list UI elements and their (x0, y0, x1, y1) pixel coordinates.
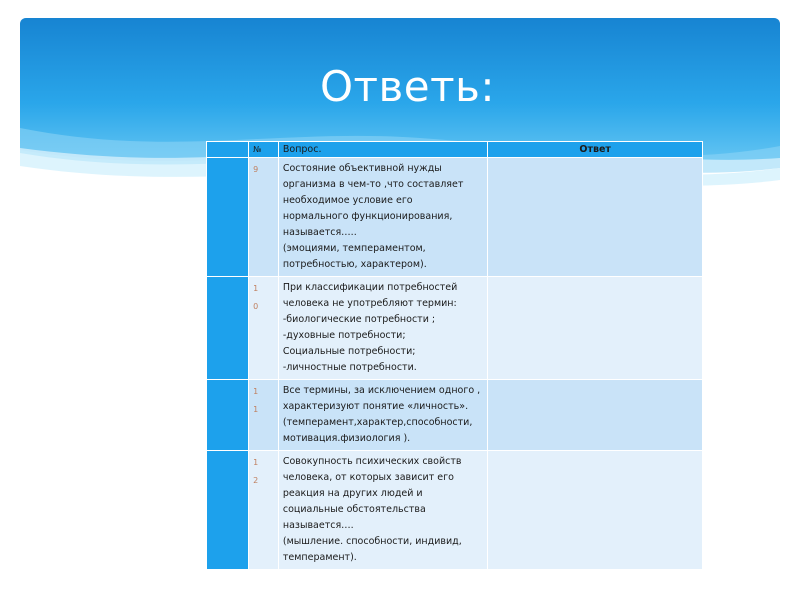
question-line: Все термины, за исключением одного , (282, 385, 481, 396)
header-strip-cell (207, 142, 249, 158)
question-line: -духовные потребности; (282, 330, 406, 341)
question-line: человека не употребляют термин: (282, 298, 457, 309)
table-row (207, 451, 703, 570)
question-line: называется….. (282, 227, 357, 238)
table-header-row (207, 142, 703, 158)
question-line: необходимое условие его (282, 195, 413, 206)
row-number-digit: 1 (253, 405, 259, 414)
row-number (249, 158, 279, 277)
row-strip-cell (207, 451, 249, 570)
question-line: -биологические потребности ; (282, 314, 436, 325)
slide-title: Ответь: (320, 62, 495, 111)
row-number (249, 380, 279, 451)
answer-cell[interactable] (488, 380, 703, 451)
question-line: характеризуют понятие «личность». (282, 401, 469, 412)
question-line: Социальные потребности; (282, 346, 416, 357)
question-line: реакция на других людей и (282, 488, 423, 499)
row-strip-cell (207, 158, 249, 277)
question-line: (темперамент,характер,способности, (282, 417, 473, 428)
question-line: человека, от которых зависит его (282, 472, 454, 483)
question-cell (278, 158, 487, 277)
question-line: Совокупность психических свойств (282, 456, 462, 467)
question-line: социальные обстоятельства (282, 504, 426, 515)
question-cell (278, 451, 487, 570)
table-row (207, 158, 703, 277)
question-line: Состояние объективной нужды (282, 163, 442, 174)
table-row (207, 277, 703, 380)
header-answer: Ответ (488, 142, 703, 158)
row-number-digit: 9 (253, 165, 259, 174)
question-cell (278, 380, 487, 451)
question-line: организма в чем-то ,что составляет (282, 179, 464, 190)
question-line: (эмоциями, темпераментом, (282, 243, 426, 254)
question-line: При классификации потребностей (282, 282, 458, 293)
question-line: темперамент). (282, 552, 357, 563)
row-number-digit: 2 (253, 476, 259, 485)
question-line: (мышление. способности, индивид, (282, 536, 462, 547)
header-number: № (249, 142, 279, 158)
row-number-digit: 1 (253, 387, 259, 396)
questions-table (206, 141, 703, 570)
question-line: -личностные потребности. (282, 362, 417, 373)
row-strip-cell (207, 380, 249, 451)
row-number-digit: 1 (253, 458, 259, 467)
question-line: мотивация.физиология ). (282, 433, 411, 444)
answer-cell[interactable] (488, 451, 703, 570)
answer-cell[interactable] (488, 277, 703, 380)
row-number (249, 451, 279, 570)
question-line: потребностью, характером). (282, 259, 427, 270)
question-line: называется…. (282, 520, 354, 531)
row-number-digit: 1 (253, 284, 259, 293)
table-row (207, 380, 703, 451)
question-cell (278, 277, 487, 380)
row-strip-cell (207, 277, 249, 380)
row-number-digit: 0 (253, 302, 259, 311)
row-number (249, 277, 279, 380)
header-question: Вопрос. (278, 142, 487, 158)
question-line: нормального функционирования, (282, 211, 453, 222)
answer-cell[interactable] (488, 158, 703, 277)
